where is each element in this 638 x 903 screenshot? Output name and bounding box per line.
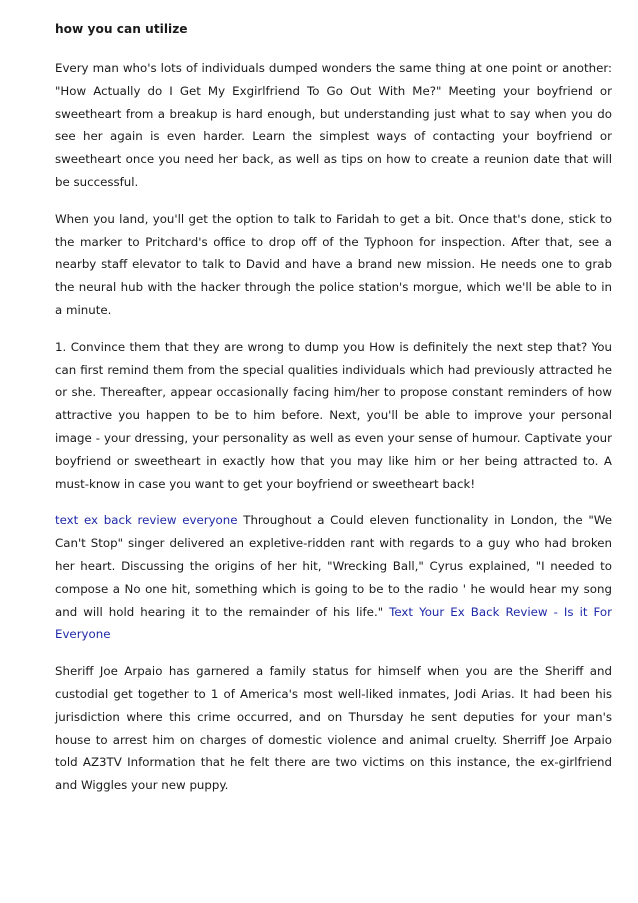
paragraph-1: Every man who's lots of individuals dumped wonders the same thing at one point or another: "How Actually do I Get My Exgirlfriend To Go Out With Me?" Meeting your boyfriend or sweetheart from a breakup is hard enough, but understanding just what to say when you do see her again is even harder. Learn the simplest ways of contacting your boyfriend or sweetheart once you need her back, as well as tips on how to create a reunion date that will be successful.	[55, 61, 612, 189]
paragraph-2: When you land, you'll get the option to talk to Faridah to get a bit. Once that's done, stick to the marker to Pritchard's office to drop off of the Typhoon for inspection. After that, see a nearby staff elevator to talk to David and have a brand new mission. He needs one to grab the neural hub with the hacker through the police station's morgue, which we'll be able to in a minute.	[55, 211, 612, 317]
paragraph-5: Sheriff Joe Arpaio has garnered a family status for himself when you are the Sheriff and custodial get together to 1 of America's most well-liked inmates, Jodi Arias. It had been his jurisdiction where this crime occurred, and on Thursday he sent deputies for your man's house to arrest him on charges of domestic violence and animal cruelty. Sherriff Joe Arpaio told AZ3TV Information that he felt there are two victims on this instance, the ex-girlfriend and Wiggles your new puppy.	[55, 664, 612, 793]
review-link-inline[interactable]: text ex back review everyone	[55, 513, 238, 528]
document-page	[55, 20, 612, 811]
review-link-trailing[interactable]: Text Your Ex Back Review - Is it For Everyone	[55, 604, 612, 642]
paragraph-4	[55, 509, 612, 646]
page-title: how you can utilize	[55, 22, 188, 36]
paragraph-4-text: Throughout a Could eleven functionality in London, the "We Can't Stop" singer delivered an expletive-ridden rant with regards to a guy who had broken her heart. Discussing the origins of her hit, "Wrecking Ball," Cyrus explained, "I needed to compose a No one hit, something which is going to be to the radio ' he would hear my song and will hold hearing it to the remainder of his life."	[55, 513, 612, 619]
paragraph-3: 1. Convince them that they are wrong to dump you How is definitely the next step that? You can first remind them from the special qualities individuals which had previously attracted he or she. Thereafter, appear occasionally facing him/her to propose constant reminders of how attractive you happen to be to him before. Next, you'll be able to improve your personal image - your dressing, your personality as well as even your sense of humour. Captivate your boyfriend or sweetheart in exactly how that you may like him or her being attracted to. A must-know in case you want to get your boyfriend or sweetheart back!	[55, 339, 612, 491]
